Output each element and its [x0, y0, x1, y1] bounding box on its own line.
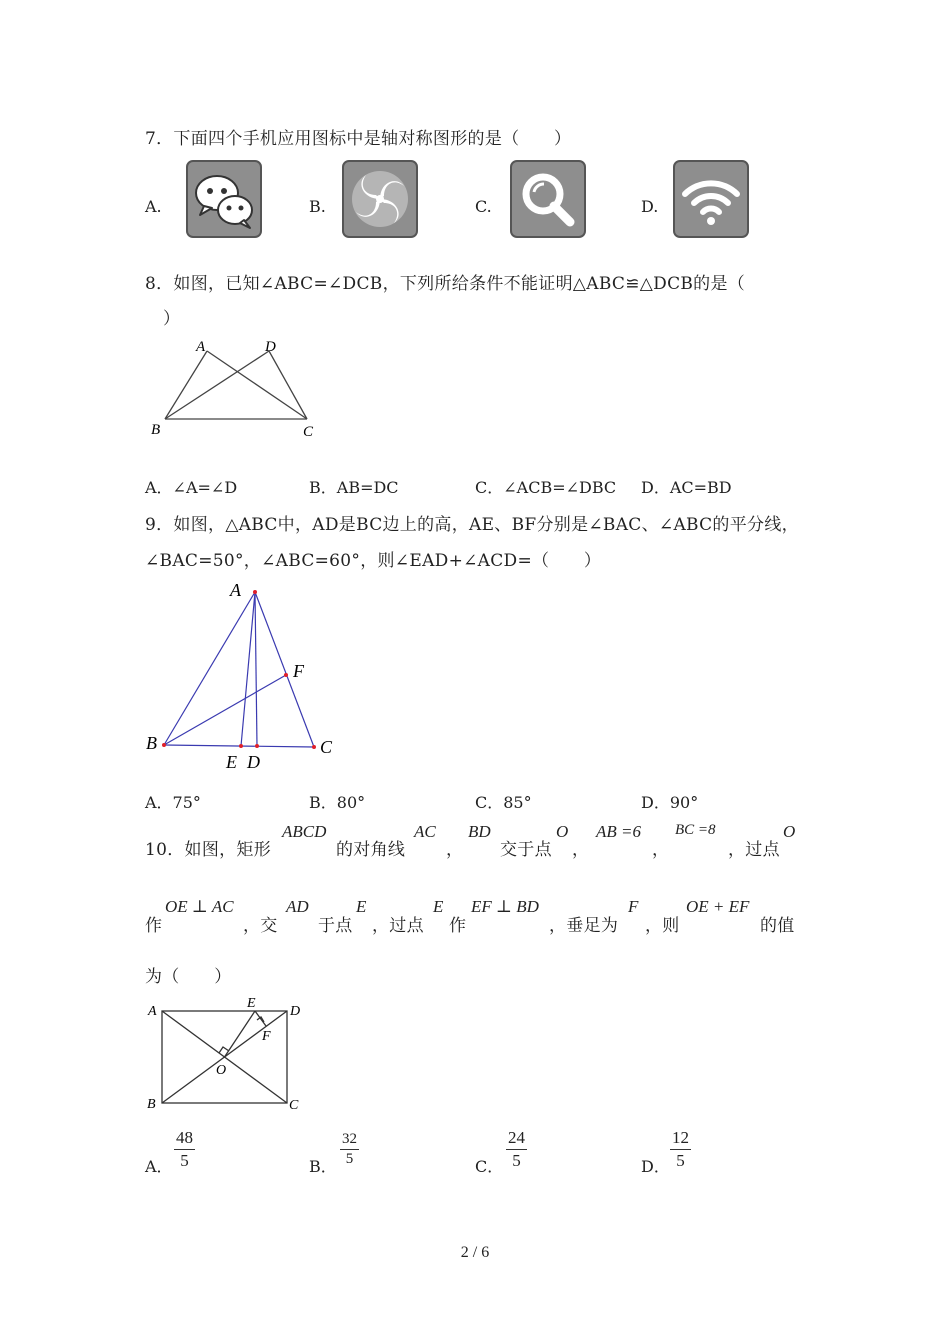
q10-label-c: C — [289, 1098, 299, 1113]
q8-option-d: D．AC=BD — [641, 478, 732, 497]
q10-text-3: ， — [446, 840, 464, 860]
q10-math-oe-perp-ac: OE ⊥ AC — [165, 897, 234, 916]
swirl-logo-icon — [342, 160, 418, 238]
wechat-icon — [186, 160, 262, 238]
q10-option-b-label: B． — [309, 1157, 337, 1176]
q10-line3: 为（ ） — [145, 967, 232, 987]
q8-label-c: C — [303, 424, 314, 440]
q10-option-c-den: 5 — [512, 1151, 521, 1170]
q10-math-o2: O — [783, 822, 796, 841]
q10-option-d-den: 5 — [676, 1151, 685, 1170]
q8-lines — [165, 351, 307, 419]
q10-option-c-num: 24 — [506, 1128, 527, 1150]
q10-line2-2: ，交 — [243, 916, 278, 936]
q10-line2-1: 作 — [145, 916, 163, 936]
q10-option-d-fraction — [670, 1128, 691, 1171]
q9-option-a: A．75° — [145, 793, 201, 812]
q10-line2-8: 的值 — [760, 916, 795, 936]
q10-label-e: E — [247, 996, 256, 1011]
q10-option-b-num: 32 — [340, 1131, 359, 1150]
q10-line2-4: ，过点 — [372, 916, 424, 936]
search-icon — [510, 160, 586, 238]
q10-option-a-label: A． — [145, 1157, 173, 1176]
q10-text-6: ， — [652, 840, 670, 860]
q10-option-d-num: 12 — [670, 1128, 691, 1150]
q10-math-ad: AD — [286, 897, 309, 916]
q9-label-a: A — [230, 580, 241, 600]
q10-math-f: F — [628, 897, 639, 916]
q8-label-a: A — [196, 339, 206, 355]
q10-label-a: A — [148, 1004, 157, 1019]
q7-option-c-label: C. — [475, 197, 492, 216]
q10-text-7: ，过点 — [728, 840, 780, 860]
q10-text-1: 10．如图，矩形 — [145, 840, 272, 860]
q10-math-bd: BD — [468, 822, 491, 841]
q10-label-d: D — [290, 1004, 301, 1019]
q9-label-d: D — [247, 752, 260, 772]
q10-option-c-fraction — [506, 1128, 527, 1171]
q10-option-a-fraction — [174, 1128, 195, 1171]
q10-figure — [140, 990, 320, 1118]
q10-math-abcd: ABCD — [282, 822, 327, 841]
q9-label-f: F — [293, 661, 304, 681]
q10-math-ef-perp-bd: EF ⊥ BD — [471, 897, 539, 916]
q9-label-b: B — [146, 733, 157, 753]
q9-option-d: D．90° — [641, 793, 699, 812]
q10-text-5: ， — [572, 840, 590, 860]
q10-label-o: O — [216, 1063, 227, 1078]
q7-question: 7．下面四个手机应用图标中是轴对称图形的是（ ） — [145, 129, 572, 149]
q10-line2-7: ，则 — [645, 916, 680, 936]
q10-option-a-num: 48 — [174, 1128, 195, 1150]
q10-option-d-label: D． — [641, 1157, 670, 1176]
q9-figure — [140, 578, 350, 778]
q10-math-e: E — [356, 897, 367, 916]
q8-question-cont: ） — [163, 309, 181, 329]
q10-label-b: B — [147, 1097, 156, 1112]
q10-line2-6: ，垂足为 — [549, 916, 619, 936]
q10-math-e2: E — [433, 897, 444, 916]
q9-label-e: E — [226, 752, 237, 772]
q8-question: 8．如图，已知∠ABC=∠DCB，下列所给条件不能证明△ABC≌△DCB的是（ — [145, 274, 746, 294]
q10-option-a-den: 5 — [180, 1151, 189, 1170]
q9-option-c: C．85° — [475, 793, 532, 812]
q9-question: 9．如图，△ABC中，AD是BC边上的高，AE、BF分别是∠BAC、∠ABC的平分线， — [145, 515, 799, 535]
q10-math-ac: AC — [414, 822, 436, 841]
q8-option-a: A．∠A=∠D — [145, 478, 238, 497]
q9-lines — [164, 592, 314, 747]
q10-math-bc8: BC =8 — [675, 822, 716, 838]
q7-option-b-label: B. — [309, 197, 326, 216]
page-number: 2 / 6 — [460, 1244, 490, 1261]
wifi-icon — [673, 160, 749, 238]
q10-line2-5: 作 — [449, 916, 467, 936]
q10-option-c-label: C． — [475, 1157, 504, 1176]
q10-math-o: O — [556, 822, 569, 841]
q10-line2-3: 于点 — [318, 916, 353, 936]
q10-math-oe-plus-ef: OE + EF — [686, 897, 750, 916]
q10-option-b-den: 5 — [345, 1151, 354, 1167]
q10-text-4: 交于点 — [500, 840, 552, 860]
q9-label-c: C — [320, 737, 333, 757]
q7-option-d-label: D. — [641, 197, 659, 216]
q7-option-a-label: A. — [145, 197, 162, 216]
q10-label-f: F — [262, 1029, 271, 1044]
q9-option-b: B．80° — [309, 793, 366, 812]
q10-option-b-fraction — [340, 1131, 359, 1168]
q8-label-d: D — [265, 339, 276, 355]
q10-lines — [162, 1011, 287, 1103]
q8-option-c: C．∠ACB=∠DBC — [475, 478, 617, 497]
q10-math-ab6: AB =6 — [596, 822, 641, 841]
q9-question-cont: ∠BAC=50°，∠ABC=60°，则∠EAD+∠ACD=（ ） — [145, 551, 602, 571]
q8-label-b: B — [151, 422, 161, 438]
q8-figure — [145, 335, 335, 445]
q8-option-b: B．AB=DC — [309, 478, 399, 497]
q10-text-2: 的对角线 — [336, 840, 406, 860]
